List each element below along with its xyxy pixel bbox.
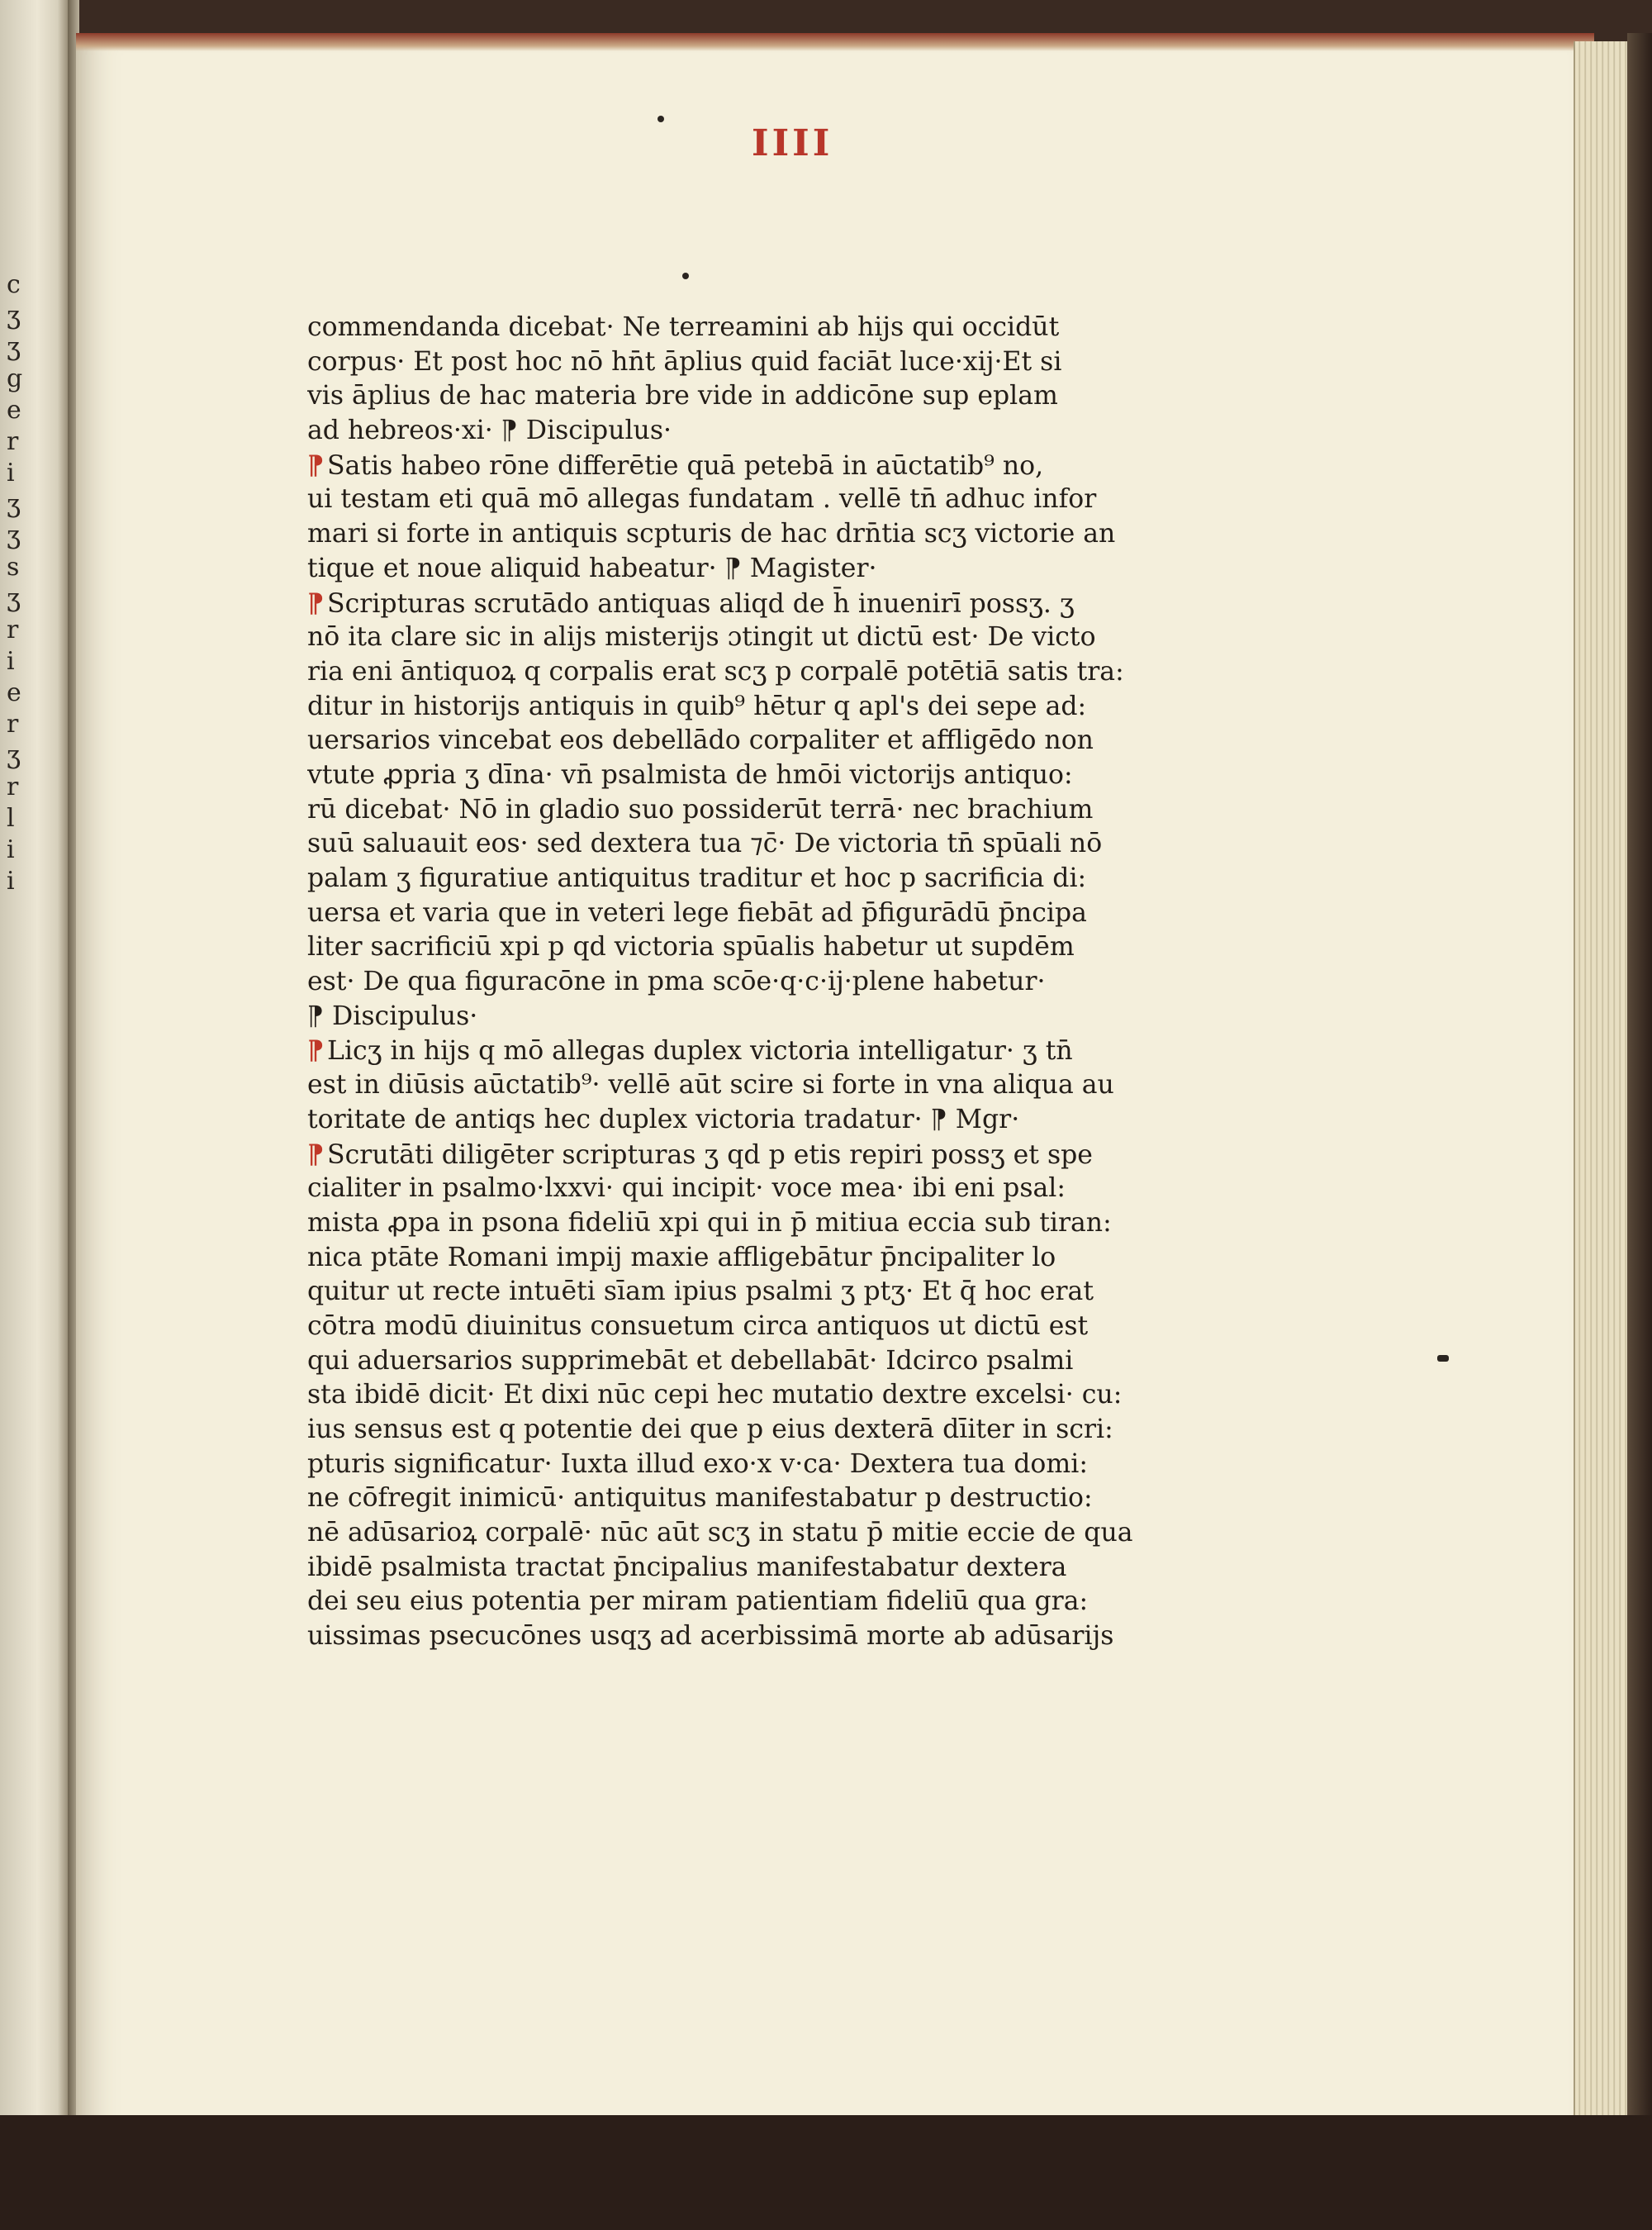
line-text: cōtra modū diuinitus consuetum circa antiquos ut dictū est <box>307 1310 1089 1341</box>
text-line <box>307 587 1183 621</box>
margin-glyph: ʒ <box>7 333 21 362</box>
margin-glyph: i <box>7 835 15 864</box>
text-line <box>307 449 1183 483</box>
margin-glyph: ʒ <box>7 490 21 519</box>
margin-glyph: ʒ <box>7 521 21 550</box>
cover-shadow <box>1627 33 1652 2181</box>
page-mark <box>1437 1355 1449 1362</box>
line-text: cialiter in psalmo·lxxvi· qui incipit· voce mea· ibi eni psal: <box>307 1173 1066 1204</box>
text-line <box>307 552 1183 587</box>
line-text: mari si forte in antiquis scpturis de hac drn̄tia scʒ victorie an <box>307 519 1116 549</box>
line-text: Satis habeo rōne differētie quā petebā in aūctatib⁹ no, <box>327 450 1044 481</box>
line-text: sta ibidē dicit· Et dixi nūc cepi hec mutatio dextre excelsi· cu: <box>307 1380 1123 1410</box>
text-line <box>307 517 1183 552</box>
text-line <box>307 345 1183 380</box>
text-line <box>307 483 1183 517</box>
line-text: ditur in historijs antiquis in quib⁹ hētur q apl's dei sepe ad: <box>307 691 1087 721</box>
line-text: nē adūsarioꝝ corpalē· nūc aūt scʒ in statu p̄ mitie eccie de qua <box>307 1518 1133 1548</box>
folio-number: IIII <box>752 122 833 164</box>
text-line <box>307 758 1183 793</box>
line-text: toritate de antiqs hec duplex victoria tradatur· ⁋ Mgr· <box>307 1104 1020 1134</box>
text-line <box>307 655 1183 690</box>
line-text: mista ꝓpa in psona fideliū xpi qui in p̄ mitiua eccia sub tiran: <box>307 1207 1112 1238</box>
previous-page-edge <box>0 0 68 2230</box>
line-text: uissimas psecucōnes usqʒ ad acerbissimā morte ab adūsarijs <box>307 1621 1114 1652</box>
margin-glyph: r <box>7 710 19 739</box>
pilcrow-mark: ⁋ <box>307 449 325 481</box>
text-line <box>307 862 1183 896</box>
line-text: ⁋ Discipulus· <box>307 1001 478 1031</box>
text-line <box>307 1344 1183 1379</box>
margin-glyph: i <box>7 867 15 896</box>
text-line <box>307 1585 1183 1619</box>
line-text: dei seu eius potentia per miram patientiam fideliū qua gra: <box>307 1586 1089 1617</box>
line-text: quitur ut recte intuēti sīam ipius psalmi ʒ ptʒ· Et q̄ hoc erat <box>307 1277 1094 1307</box>
line-text: ius sensus est q potentie dei que p eius dexterā dīiter in scri: <box>307 1415 1113 1444</box>
ink-dot <box>682 273 689 279</box>
line-text: est· De qua figuracōne in pma scōe·q·c·ij·plene habetur· <box>307 967 1046 997</box>
line-text: tique et noue aliquid habeatur· ⁋ Magister· <box>307 553 877 583</box>
line-text: uersarios vincebat eos debellādo corpaliter et affligēdo non <box>307 725 1094 756</box>
line-text: uersa et varia que in veteri lege fiebāt ad p̄figurādū p̄ncipa <box>307 897 1087 928</box>
margin-glyph: c <box>7 270 21 299</box>
text-line <box>307 1516 1183 1551</box>
line-text: ne cōfregit inimicū· antiquitus manifestabatur p destructio: <box>307 1483 1093 1514</box>
margin-glyph: e <box>7 678 21 707</box>
line-text: qui aduersarios supprimebāt et debellabāt· Idcirco psalmi <box>307 1345 1074 1376</box>
text-line <box>307 1034 1183 1068</box>
text-line <box>307 1103 1183 1138</box>
text-line <box>307 827 1183 862</box>
text-line <box>307 414 1183 449</box>
margin-glyph: e <box>7 396 21 425</box>
page-top-edge <box>76 33 1594 51</box>
line-text: corpus· Et post hoc nō hn̄t āplius quid faciāt luce·xij·Et si <box>307 346 1062 377</box>
line-text: ad hebreos·xi· ⁋ Discipulus· <box>307 416 672 446</box>
line-text: commendanda dicebat· Ne terreamini ab hijs qui occidūt <box>307 312 1060 342</box>
line-text: suū saluauit eos· sed dextera tua ⁊c̄· De victoria tn̄ spūali nō <box>307 829 1103 859</box>
text-line <box>307 1000 1183 1034</box>
margin-glyph: r <box>7 616 19 644</box>
text-line <box>307 1241 1183 1276</box>
book-cover <box>0 2115 1652 2230</box>
line-text: vtute ꝓpria ʒ dīna· vn̄ psalmista de hmōi victorijs antiquo: <box>307 759 1073 790</box>
text-line <box>307 621 1183 655</box>
text-line <box>307 793 1183 828</box>
text-line <box>307 724 1183 758</box>
text-line <box>307 1310 1183 1344</box>
margin-glyph: r <box>7 427 19 456</box>
pilcrow-mark: ⁋ <box>307 587 325 619</box>
line-text: rū dicebat· Nō in gladio suo possiderūt terrā· nec brachium <box>307 794 1094 825</box>
margin-glyph: ʒ <box>7 741 21 770</box>
text-line <box>307 1619 1183 1654</box>
text-line <box>307 896 1183 931</box>
text-line <box>307 1138 1183 1172</box>
line-text: est in diūsis aūctatib⁹· vellē aūt scire si forte in vna aliqua au <box>307 1070 1114 1101</box>
margin-glyph: ʒ <box>7 584 21 613</box>
text-line <box>307 1551 1183 1586</box>
line-text: liter sacrificiū xpi p qd victoria spūalis habetur ut supdēm <box>307 932 1075 963</box>
line-text: pturis significatur· Iuxta illud exo·x v·ca· Dextera tua domi: <box>307 1448 1088 1479</box>
text-line <box>307 965 1183 1000</box>
margin-glyph: s <box>7 553 20 582</box>
margin-glyph: l <box>7 804 15 833</box>
pilcrow-mark: ⁋ <box>307 1139 325 1170</box>
text-line <box>307 311 1183 345</box>
margin-glyph: i <box>7 647 15 676</box>
line-text: nō ita clare sic in alijs misterijs ɔtingit ut dictū est· De victo <box>307 622 1096 653</box>
line-text: Scrutāti diligēter scripturas ʒ qd p etis repiri possʒ et spe <box>327 1139 1093 1170</box>
line-text: nica ptāte Romani impij maxie affligebātur p̄ncipaliter lo <box>307 1242 1056 1272</box>
line-text: ibidē psalmista tractat p̄ncipalius manifestabatur dextera <box>307 1552 1067 1582</box>
text-line <box>307 379 1183 414</box>
margin-glyph: ʒ <box>7 302 21 330</box>
text-line <box>307 1378 1183 1413</box>
line-text: ui testam eti quā mō allegas fundatam . vellē tn̄ adhuc infor <box>307 484 1097 515</box>
line-text: Licʒ in hijs q mō allegas duplex victoria intelligatur· ʒ tn̄ <box>327 1036 1073 1067</box>
margin-glyph: g <box>7 364 23 393</box>
text-line <box>307 1481 1183 1516</box>
margin-glyph: i <box>7 459 15 487</box>
line-text: Scripturas scrutādo antiquas aliqd de h̄ inuenirī possʒ. ʒ <box>327 588 1075 619</box>
line-text: vis āplius de hac materia bre vide in addicōne sup eplam <box>307 381 1058 411</box>
page-stack-edges <box>1574 41 1633 2156</box>
text-line <box>307 1206 1183 1241</box>
text-line <box>307 1172 1183 1206</box>
text-line <box>307 1068 1183 1103</box>
text-line <box>307 1413 1183 1448</box>
text-column <box>307 311 1183 1654</box>
text-line <box>307 1275 1183 1310</box>
margin-glyph: r <box>7 773 19 801</box>
line-text: palam ʒ figuratiue antiquitus traditur et hoc p sacrificia di: <box>307 863 1087 893</box>
text-line <box>307 930 1183 965</box>
ink-dot <box>657 116 664 122</box>
line-text: ria eni āntiquoꝝ q corpalis erat scʒ p corpalē potētiā satis tra: <box>307 656 1124 687</box>
text-line <box>307 690 1183 725</box>
pilcrow-mark: ⁋ <box>307 1035 325 1067</box>
text-line <box>307 1448 1183 1482</box>
